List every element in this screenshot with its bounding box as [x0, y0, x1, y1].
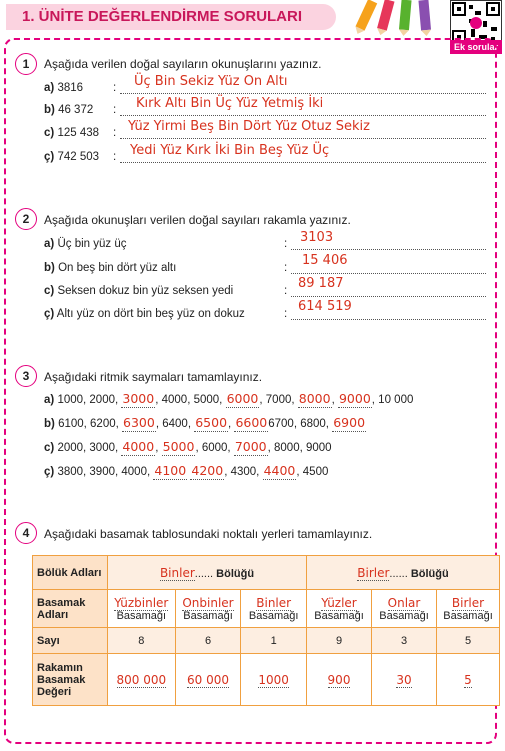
q3a-blank-2[interactable]: 6000: [226, 391, 259, 406]
q2d-colon: :: [284, 308, 288, 320]
place-value-table: [32, 555, 500, 706]
basamak-cell: Yüzler Basamağı: [307, 590, 372, 628]
q2b-answer: 15 406: [302, 253, 348, 268]
q3d-row: ç) 3800, 3900, 4000, 4100 4200, 4300, 4400, 4500: [44, 463, 329, 478]
sayi-cell: 9: [307, 628, 372, 654]
boluk-cell-binler: Binler...... Bölüğü: [108, 556, 307, 590]
basamak-answer[interactable]: Onbinler: [182, 595, 234, 610]
q3c-blank-2[interactable]: 5000: [162, 439, 195, 454]
q2b-colon: :: [284, 262, 288, 274]
q1d-answer: Yedi Yüz Kırk İki Bin Beş Yüz Üç: [130, 143, 330, 158]
basamak-cell: Birler Basamağı: [437, 590, 500, 628]
q2a-label: a) Üç bin yüz üç: [44, 238, 127, 250]
q2c-colon: :: [284, 285, 288, 297]
basamak-cell: Binler Basamağı: [241, 590, 307, 628]
q1b-colon: :: [113, 104, 117, 116]
q2d-label: ç) Altı yüz on dört bin beş yüz on dokuz: [44, 308, 245, 320]
deger-cell: [437, 654, 500, 706]
row-label-deger: Rakamın Basamak Değeri: [33, 654, 108, 706]
q1b-answer-line[interactable]: [120, 114, 486, 116]
q3d-blank-2[interactable]: 4200: [191, 463, 224, 478]
boluk-answer-birler[interactable]: Birler: [357, 565, 390, 580]
q2a-answer: 3103: [300, 230, 334, 245]
q1c-label: c) 125 438: [44, 127, 100, 139]
q2c-label: c) Seksen dokuz bin yüz seksen yedi: [44, 285, 234, 297]
q2a-colon: :: [284, 238, 288, 250]
q1a-answer: Üç Bin Sekiz Yüz On Altı: [134, 74, 288, 89]
q1a-answer-line[interactable]: [120, 92, 486, 94]
deger-cell: [175, 654, 241, 706]
q3b-blank-3[interactable]: 6600: [235, 415, 268, 430]
q3b-blank-1[interactable]: 6300: [123, 415, 155, 430]
q3d-blank-3[interactable]: 4400: [263, 463, 296, 478]
sayi-cell: 5: [437, 628, 500, 654]
deger-cell: [241, 654, 307, 706]
q3b-blank-4[interactable]: 6900: [333, 415, 366, 430]
basamak-answer[interactable]: Birler: [451, 595, 485, 610]
basamak-answer[interactable]: Onlar: [387, 595, 421, 610]
q2b-answer-line[interactable]: [291, 272, 486, 274]
q2-prompt: Aşağıda okunuşları verilen doğal sayıları rakamla yazınız.: [44, 213, 351, 227]
q1c-answer: Yüz Yirmi Beş Bin Dört Yüz Otuz Sekiz: [128, 119, 370, 134]
deger-cell: [372, 654, 437, 706]
deger-cell: [108, 654, 176, 706]
q1d-label: ç) 742 503: [44, 151, 100, 163]
deger-answer[interactable]: 1000: [258, 672, 289, 687]
ek-sorular-badge: Ek sorular: [450, 40, 502, 54]
deger-cell: [307, 654, 372, 706]
q3c-blank-3[interactable]: 7000: [234, 439, 267, 454]
q1a-colon: :: [113, 82, 117, 94]
q2a-answer-line[interactable]: [291, 248, 486, 250]
page-title: 1. ÜNİTE DEĞERLENDİRME SORULARI: [22, 8, 303, 25]
basamak-cell: Yüzbinler Basamağı: [108, 590, 176, 628]
row-label-boluk: Bölük Adları: [33, 556, 108, 590]
q2b-label: b) On beş bin dört yüz altı: [44, 262, 177, 274]
boluk-cell-birler: Birler...... Bölüğü: [307, 556, 500, 590]
q2-number: 2: [15, 208, 37, 230]
boluk-answer-binler[interactable]: Binler: [159, 565, 195, 580]
deger-answer[interactable]: 5: [464, 672, 472, 687]
row-label-basamak: Basamak Adları: [33, 590, 108, 628]
q4-number: 4: [15, 522, 37, 544]
title-tab: [6, 4, 336, 30]
q2c-answer-line[interactable]: [291, 295, 486, 297]
q2c-answer: 89 187: [298, 276, 344, 291]
deger-answer[interactable]: 800 000: [116, 672, 167, 687]
q1d-colon: :: [113, 151, 117, 163]
q1-number: 1: [15, 53, 37, 75]
q3a-blank-4[interactable]: 9000: [338, 391, 371, 406]
q3c-row: c) 2000, 3000, 4000, 5000, 6000, 7000, 8000, 9000: [44, 439, 332, 454]
sayi-cell: 8: [108, 628, 176, 654]
q1c-answer-line[interactable]: [120, 137, 486, 139]
q1d-answer-line[interactable]: [120, 161, 486, 163]
basamak-answer[interactable]: Yüzler: [321, 595, 357, 610]
q1b-answer: Kırk Altı Bin Üç Yüz Yetmiş İki: [136, 96, 324, 111]
q1a-label: a) 3816: [44, 82, 84, 94]
pencils-icon: [346, 0, 446, 36]
q2d-answer: 614 519: [298, 299, 352, 314]
basamak-answer[interactable]: Yüzbinler: [114, 595, 169, 610]
q3a-blank-1[interactable]: 3000: [122, 391, 155, 406]
basamak-cell: Onlar Basamağı: [372, 590, 437, 628]
sayi-cell: 3: [372, 628, 437, 654]
q4-prompt: Aşağıdaki basamak tablosundaki noktalı yerleri tamamlayınız.: [44, 527, 373, 541]
sayi-cell: 1: [241, 628, 307, 654]
q3c-blank-1[interactable]: 4000: [122, 439, 155, 454]
sayi-cell: 6: [175, 628, 241, 654]
deger-answer[interactable]: 60 000: [187, 672, 229, 687]
q3a-row: a) 1000, 2000, 3000, 4000, 5000, 6000, 7000, 8000, 9000, 10 000: [44, 391, 414, 406]
q2d-answer-line[interactable]: [291, 318, 486, 320]
q1c-colon: :: [113, 127, 117, 139]
q3b-row: b) 6100, 6200, 6300, 6400, 6500, 66006700, 6800, 6900: [44, 415, 366, 430]
deger-answer[interactable]: 900: [327, 672, 351, 687]
basamak-cell: Onbinler Basamağı: [175, 590, 241, 628]
q3d-blank-1[interactable]: 4100: [154, 463, 187, 478]
q3-prompt: Aşağıdaki ritmik saymaları tamamlayınız.: [44, 370, 263, 384]
deger-answer[interactable]: 30: [396, 672, 412, 687]
basamak-answer[interactable]: Binler: [256, 595, 292, 610]
q3a-blank-3[interactable]: 8000: [298, 391, 331, 406]
q1-prompt: Aşağıda verilen doğal sayıların okunuşlarını yazınız.: [44, 57, 322, 71]
row-label-sayi: Sayı: [33, 628, 108, 654]
q3-number: 3: [15, 365, 37, 387]
q1b-label: b) 46 372: [44, 104, 94, 116]
q3b-blank-2[interactable]: 6500: [195, 415, 228, 430]
